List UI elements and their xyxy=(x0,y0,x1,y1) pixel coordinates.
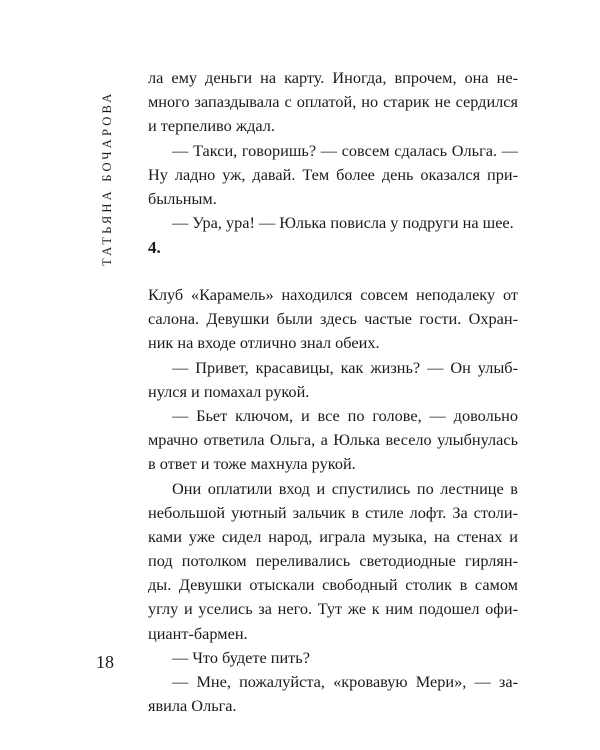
text-block-top xyxy=(148,66,518,235)
running-head xyxy=(96,66,116,266)
text-line: ник на входе отлично знал обеих. xyxy=(148,333,380,353)
text-line: — Привет, красавицы, как жизнь? — Он улыб- xyxy=(172,357,518,377)
text-line: ды. Девушки отыскали свободный столик в самом xyxy=(148,575,518,595)
text-line: ла ему деньги на карту. Иногда, впрочем, она не- xyxy=(148,68,518,87)
running-head-text: ТАТЬЯНА БОЧАРОВА xyxy=(100,90,114,266)
text-line: быльным. xyxy=(148,188,217,208)
text-line: небольшой уютный зальчик в стиле лофт. За столи- xyxy=(148,502,518,522)
text-line: — Бьет ключом, и все по голове, — довольно xyxy=(172,405,518,425)
text-line: — Что будете пить? xyxy=(172,647,310,667)
text-line: — Такси, говоришь? — совсем сдалась Ольга. — xyxy=(172,140,518,160)
text-line: — Мне, пожалуйста, «кровавую Мери», — за- xyxy=(172,672,518,691)
text-line: Клуб «Карамель» находился совсем неподалеку от xyxy=(148,285,518,304)
page-number: 18 xyxy=(96,652,114,672)
text-line: Они оплатили вход и спустились по лестнице в xyxy=(172,478,518,498)
text-line: — Ура, ура! — Юлька повисла у подруги на шее. xyxy=(172,213,514,233)
text-line: Ну ладно уж, давай. Тем более день оказался при- xyxy=(148,164,518,184)
text-line: салона. Девушки были здесь частые гости. Охран- xyxy=(148,309,518,329)
text-line: и терпеливо ждал. xyxy=(148,116,275,136)
text-line: под потолком переливались светодиодные гирлян- xyxy=(148,551,518,571)
text-line: углу и уселись за него. Тут же к ним подошел офи- xyxy=(148,599,518,619)
text-line: мрачно ответила Ольга, а Юлька весело улыбнулась xyxy=(148,430,518,450)
chapter-number: 4. xyxy=(148,238,161,257)
text-line: в ответ и тоже махнула рукой. xyxy=(148,454,356,474)
text-line: ками уже сидел народ, играла музыка, на стенах и xyxy=(148,526,518,546)
text-line: явила Ольга. xyxy=(148,696,237,716)
text-line: много запаздывала с оплатой, но старик не сердился xyxy=(148,92,518,112)
text-block-main xyxy=(148,283,518,718)
text-line: циант-бармен. xyxy=(148,623,248,643)
text-line: нулся и помахал рукой. xyxy=(148,381,310,401)
